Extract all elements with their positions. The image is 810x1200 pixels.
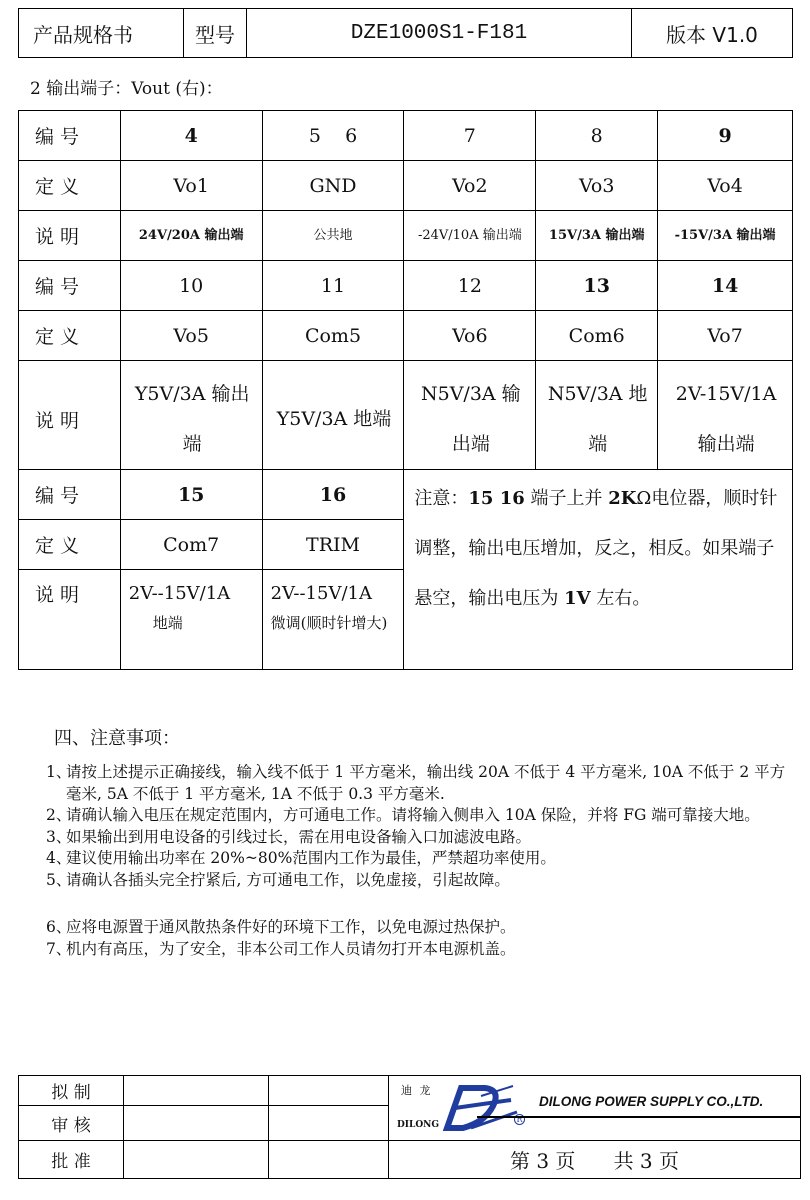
- list-item: 7、 机内有高压，为了安全，非本公司工作人员请勿打开本电源机盖。: [46, 939, 516, 958]
- pin-definition: Vo3: [536, 161, 658, 211]
- pin-number: 14: [658, 261, 793, 311]
- row-label: 编 号: [19, 470, 121, 520]
- pin-number: 12: [404, 261, 536, 311]
- pin-description: N5V/3A 地端: [536, 361, 658, 470]
- page-number: 第 3 页 共 3 页: [389, 1141, 801, 1179]
- pin-definition: Vo2: [404, 161, 536, 211]
- row-label: 说 明: [19, 570, 121, 670]
- approve-signature: [124, 1141, 269, 1179]
- dilong-logo-icon: [441, 1082, 521, 1134]
- section-subtitle: 2 输出端子：Vout (右)：: [30, 79, 223, 99]
- table-row: [19, 470, 793, 520]
- pin-definition: Com6: [536, 311, 658, 361]
- pin-definition: Vo5: [120, 311, 262, 361]
- row-label: 说 明: [19, 361, 121, 470]
- pin-description: 24V/20A 输出端: [120, 211, 262, 261]
- draft-date: [269, 1076, 389, 1106]
- pin-definition: TRIM: [262, 520, 404, 570]
- pin-definition: GND: [262, 161, 404, 211]
- trim-note: 注意：15 16 端子上并 2KΩ电位器，顺时针调整，输出电压增加，反之，相反。如果端子悬空，输出电压为 1V 左右。: [404, 470, 793, 670]
- pin-description: -15V/3A 输出端: [658, 211, 793, 261]
- pin-description: 15V/3A 输出端: [536, 211, 658, 261]
- notes-list: [46, 762, 796, 960]
- pin-number: 8: [536, 111, 658, 161]
- signoff-table: [18, 1075, 801, 1179]
- pin-number: 9: [658, 111, 793, 161]
- table-row: [19, 161, 793, 211]
- pin-description: -24V/10A 输出端: [404, 211, 536, 261]
- header-table: [18, 8, 793, 58]
- pin-number: 10: [120, 261, 262, 311]
- pin-description: N5V/3A 输出端: [404, 361, 536, 470]
- doc-type: 产品规格书: [19, 9, 184, 58]
- model-number: DZE1000S1-F181: [247, 9, 632, 58]
- pin-definition: Vo4: [658, 161, 793, 211]
- pin-number: 15: [120, 470, 262, 520]
- logo-en: DILONG: [397, 1120, 440, 1130]
- list-item: 5、 请确认各插头完全拧紧后, 方可通电工作，以免虚接，引起故障。: [46, 870, 510, 889]
- list-item: 4、 建议使用输出功率在 20%~80%范围内工作为最佳，严禁超功率使用。: [46, 849, 556, 867]
- company-logo-block: [389, 1076, 801, 1141]
- terminal-table: [18, 110, 793, 670]
- pin-description: 公共地: [262, 211, 404, 261]
- list-item: 1、 请按上述提示正确接线，输入线不低于 1 平方毫米，输出线 20A 不低于 4 平方毫米, 10A 不低于 2 平方毫米, 5A 不低于 1 平方毫米, 1A 不低于 0.3 平方毫米.: [46, 763, 786, 803]
- pin-number: 4: [120, 111, 262, 161]
- pin-definition: Vo6: [404, 311, 536, 361]
- approve-label: 批 准: [19, 1141, 124, 1179]
- notes-title: 四、注意事项：: [54, 728, 180, 749]
- model-label: 型号: [184, 9, 247, 58]
- pin-number: 11: [262, 261, 404, 311]
- table-row: [19, 211, 793, 261]
- pin-description: Y5V/3A 输出端: [120, 361, 262, 470]
- list-item: 2、 请确认输入电压在规定范围内，方可通电工作。请将输入侧串入 10A 保险，并将 FG 端可靠接大地。: [46, 806, 760, 824]
- version: 版本 V1.0: [632, 9, 793, 58]
- review-label: 审 核: [19, 1106, 124, 1141]
- pin-definition: Vo7: [658, 311, 793, 361]
- pin-description: 2V--15V/1A 微调(顺时针增大): [262, 570, 404, 670]
- table-row: [19, 311, 793, 361]
- pin-description: 2V--15V/1A 地端: [120, 570, 262, 670]
- row-label: 编 号: [19, 261, 121, 311]
- pin-definition: Com7: [120, 520, 262, 570]
- pin-definition: Vo1: [120, 161, 262, 211]
- review-signature: [124, 1106, 269, 1141]
- company-name: DILONG POWER SUPPLY CO.,LTD.: [539, 1094, 764, 1109]
- row-label: 编 号: [19, 111, 121, 161]
- pin-definition: Com5: [262, 311, 404, 361]
- pin-number: 13: [536, 261, 658, 311]
- pin-number: 7: [404, 111, 536, 161]
- approve-date: [269, 1141, 389, 1179]
- table-row: [19, 111, 793, 161]
- row-label: 定 义: [19, 311, 121, 361]
- row-label: 定 义: [19, 161, 121, 211]
- pin-number: 16: [262, 470, 404, 520]
- table-row: [19, 361, 793, 470]
- logo-cn: 迪 龙: [401, 1084, 433, 1097]
- pin-description: Y5V/3A 地端: [262, 361, 404, 470]
- table-row: [19, 261, 793, 311]
- registered-mark: R: [514, 1114, 525, 1125]
- pin-number: 5 6: [262, 111, 404, 161]
- draft-label: 拟 制: [19, 1076, 124, 1106]
- pin-description: 2V-15V/1A 输出端: [658, 361, 793, 470]
- review-date: [269, 1106, 389, 1141]
- row-label: 定 义: [19, 520, 121, 570]
- list-item: 3、 如果输出到用电设备的引线过长，需在用电设备输入口加滤波电路。: [46, 827, 532, 846]
- row-label: 说 明: [19, 211, 121, 261]
- draft-signature: [124, 1076, 269, 1106]
- list-item: 6、 应将电源置于通风散热条件好的环境下工作，以免电源过热保护。: [46, 918, 516, 936]
